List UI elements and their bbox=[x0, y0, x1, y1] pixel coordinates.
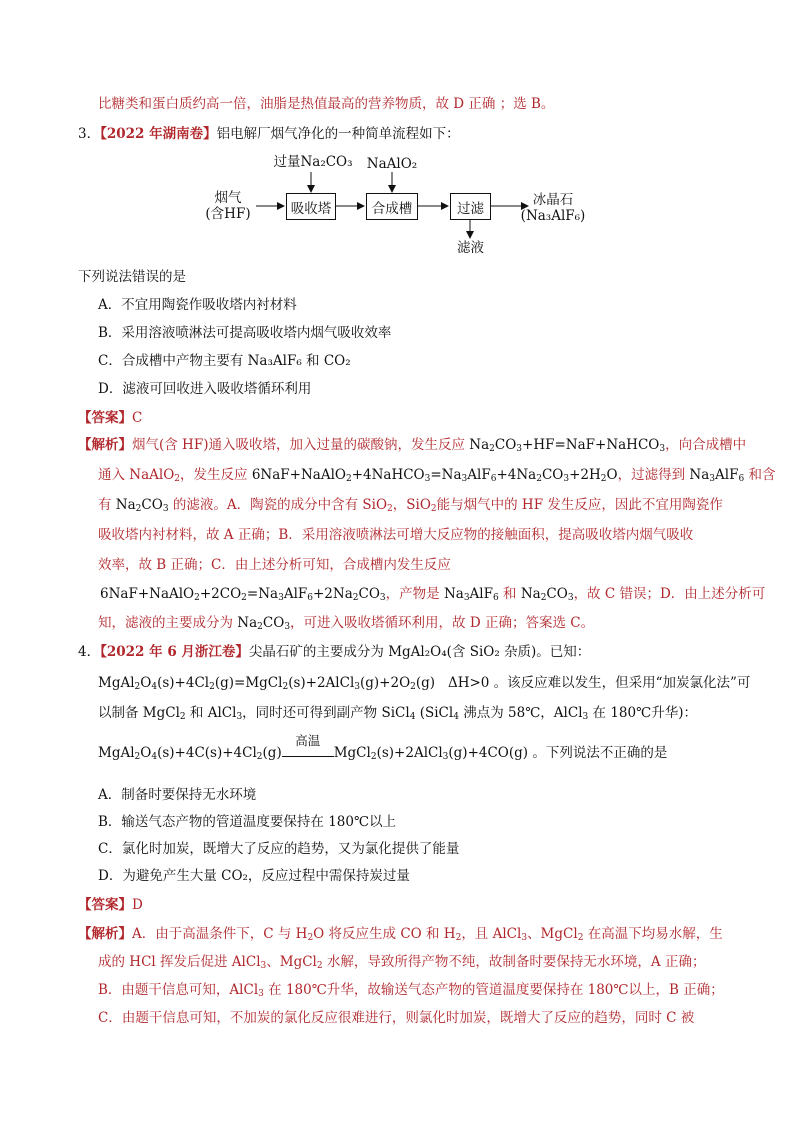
q4-analysis-line4: C．由题干信息可知，不加炭的氯化反应很难进行，则氯化时加炭，既增大了反应的趋势，同时 C 被 bbox=[98, 1010, 695, 1026]
q3-analysis-line7: 知，滤液的主要成分为 $Na_2CO_3$，可进入吸收塔循环利用，故 D 正确；答案选 C。 bbox=[98, 615, 595, 632]
q4-answer-label: 【答案】 bbox=[78, 897, 132, 913]
prev-analysis-tail: 比糖类和蛋白质约高一倍，油脂是热值最高的营养物质，故 D 正确 ；选 B。 bbox=[98, 96, 555, 112]
q3-option-c: C．合成槽中产物主要有 Na₃AlF₆ 和 CO₂ bbox=[98, 353, 351, 369]
flowchart-arrows bbox=[0, 0, 794, 300]
q4-text2: 以制备 MgCl$_2$ 和 AlCl$_3$，同时还可得到副产物 SiCl$_4$ (SiCl$_4$ 沸点为 58℃，AlCl$_3$ 在 180℃升华)： bbox=[98, 705, 697, 722]
q4-reaction2: $MgAl_2O_4(s)+4C(s)+4Cl_2(g)$ 高温 MgCl$_2$(s)+2AlCl$_3$(g)+4CO(g) 。下列说法不正确的是 bbox=[98, 733, 668, 762]
q3-answer-value: C bbox=[132, 410, 143, 426]
flow-box-synthesis: 合成槽 bbox=[366, 193, 418, 220]
flow-input-label bbox=[200, 190, 256, 222]
q3-analysis-line3: 有 $Na_2CO_3$ 的滤液。A．陶瓷的成分中含有 SiO$_2$，SiO$_2$能与烟气中的 HF 发生反应，因此不宜用陶瓷作 bbox=[98, 497, 723, 514]
flow-input-line1: 烟气 bbox=[214, 190, 242, 206]
q3-analysis-line6: $6NaF+NaAlO_2+2CO_2=Na_3AlF_6+2Na_2CO_3$，产物是 $Na_3AlF_6$ 和 $Na_2CO_3$，故 C 错误；D．由上述分析可 bbox=[100, 586, 766, 603]
q4-source: 【2022 年 6 月浙江卷】 bbox=[100, 644, 249, 660]
reaction-condition: 高温 bbox=[295, 733, 321, 748]
q4-analysis-label: 【解析】 bbox=[78, 926, 132, 942]
q3-analysis-line2: 通入 NaAlO$_2$，发生反应 $6NaF+NaAlO_2+4NaHCO_3=Na_3AlF_6+4Na_2CO_3+2H_2O$，过滤得到 $Na_3AlF_6$ 和含 bbox=[98, 467, 776, 484]
q4-answer bbox=[78, 896, 143, 914]
q3-analysis-line4: 吸收塔内衬材料，故 A 正确；B．采用溶液喷淋法可增大反应物的接触面积，提高吸收塔内烟气吸收 bbox=[98, 527, 694, 543]
q4-option-a: A．制备时要保持无水环境 bbox=[98, 787, 257, 803]
q3-option-b: B．采用溶液喷淋法可提高吸收塔内烟气吸收效率 bbox=[98, 325, 392, 341]
flow-output-line1: 冰晶石 bbox=[532, 192, 574, 208]
q4-option-b: B．输送气态产物的管道温度要保持在 180℃以上 bbox=[98, 814, 397, 830]
flow-box-filter: 过滤 bbox=[450, 193, 491, 220]
q4-analysis-line2: 成的 HCl 挥发后促进 AlCl$_3$、MgCl$_2$ 水解，导致所得产物不纯，故制备时要保持无水环境，A 正确； bbox=[98, 954, 706, 971]
flow-byproduct: 滤液 bbox=[457, 240, 484, 256]
q3-answer-label: 【答案】 bbox=[78, 410, 132, 426]
q3-analysis-line1: 【解析】烟气(含 HF)通入吸收塔，加入过量的碳酸钠，发生反应 $Na_2CO_3+HF=NaF+NaHCO_3$，向合成槽中 bbox=[78, 437, 747, 454]
q3-analysis-line5: 效率，故 B 正确；C．由上述分析可知，合成槽内发生反应 bbox=[98, 557, 451, 573]
q4-stem: 尖晶石矿的主要成分为 MgAl₂O₄(含 SiO₂ 杂质)。已知： bbox=[248, 644, 591, 660]
q3-answer bbox=[78, 409, 142, 427]
flow-output-line2: (Na₃AlF₆) bbox=[520, 208, 586, 224]
q4-header bbox=[78, 643, 590, 661]
q3-option-d: D．滤液可回收进入吸收塔循环利用 bbox=[98, 381, 312, 397]
q3-ask: 下列说法错误的是 bbox=[78, 269, 186, 285]
q4-option-c: C．氯化时加炭，既增大了反应的趋势，又为氯化提供了能量 bbox=[98, 841, 460, 857]
q3-option-a: A．不宜用陶瓷作吸收塔内衬材料 bbox=[98, 297, 297, 313]
q3-stem: 铝电解厂烟气净化的一种简单流程如下： bbox=[216, 126, 460, 142]
q4-option-d: D．为避免产生大量 CO₂，反应过程中需保持炭过量 bbox=[98, 868, 410, 884]
flow-box-absorber: 吸收塔 bbox=[286, 193, 336, 220]
q4-reaction1: $MgAl_2O_4(s)+4Cl_2(g)=MgCl_2(s)+2AlCl_3(g)+2O_2(g)$ ΔH>0 。该反应难以发生，但采用“加炭氯化法”可 bbox=[98, 675, 751, 692]
flow-output-label bbox=[518, 192, 588, 224]
q4-ask: 下列说法不正确的是 bbox=[545, 745, 668, 761]
q4-number: 4． bbox=[78, 644, 101, 660]
reaction-condition-arrow bbox=[282, 733, 334, 757]
q3-source: 【2022 年湖南卷】 bbox=[100, 126, 217, 142]
flow-reagent2: NaAlO₂ bbox=[366, 156, 418, 172]
q4-answer-value: D bbox=[132, 897, 143, 913]
flow-reagent1: 过量Na₂CO₃ bbox=[273, 154, 353, 170]
q3-analysis-label: 【解析】 bbox=[78, 437, 132, 453]
q4-analysis-line1: 【解析】A．由于高温条件下，C 与 $H_2O$ 将反应生成 CO 和 $H_2$，且 AlCl$_3$、MgCl$_2$ 在高温下均易水解，生 bbox=[78, 926, 723, 943]
q4-analysis-line3: B．由题干信息可知，AlCl$_3$ 在 180℃升华，故输送气态产物的管道温度要保持在 180℃以上，B 正确； bbox=[98, 982, 724, 999]
q3-number: 3． bbox=[78, 126, 101, 142]
flow-input-line2: (含HF) bbox=[205, 206, 251, 222]
